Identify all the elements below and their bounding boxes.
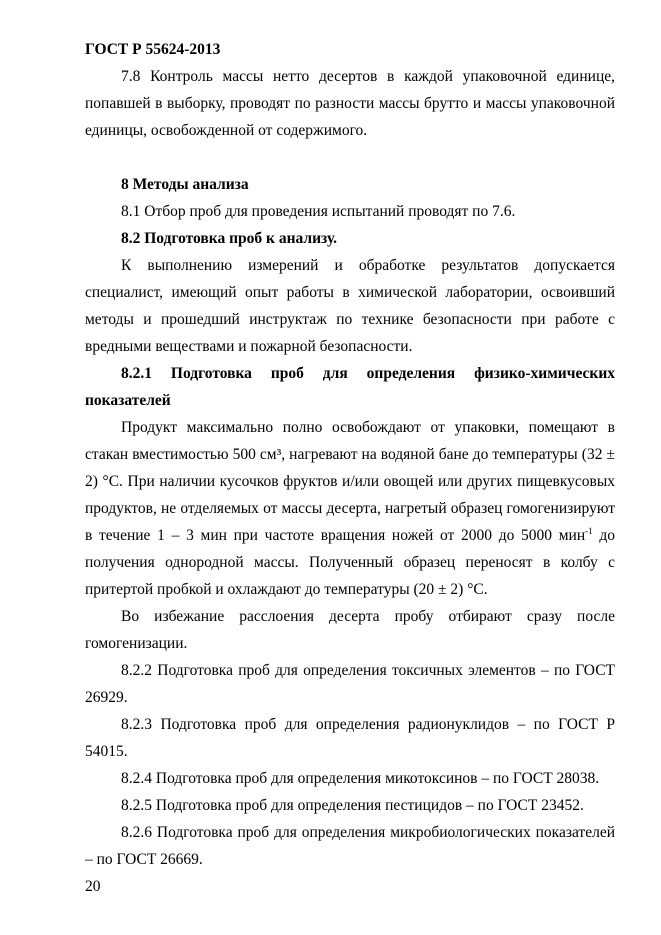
page-number: 20 — [85, 878, 101, 895]
spacer — [85, 144, 615, 171]
paragraph-8-1: 8.1 Отбор проб для проведения испытаний проводят по 7.6. — [121, 203, 516, 220]
paragraph-8-2-2: 8.2.2 Подготовка проб для определения токсичных элементов – по ГОСТ 26929. — [85, 662, 615, 706]
section-heading-8-2-1: 8.2.1 Подготовка проб для определения физико-химических показателей — [85, 365, 615, 409]
paragraph-8-2-4: 8.2.4 Подготовка проб для определения микотоксинов – по ГОСТ 28038. — [121, 770, 600, 787]
paragraph-8-2-1-a-text: Продукт максимально полно освобождают от упаковки, помещают в стакан вместимостью 500 см³, нагревают на водяной бане до температуры (32 ± 2) °С. При наличии кусочков фруктов и/или овощей или других пищевкусовых продуктов, не отделяемых от массы десерта, нагретый образец гомогенизируют в течение 1 – 3 мин при частоте вращения ножей от 2000 до 5000 мин — [85, 419, 615, 544]
document-body — [85, 63, 615, 873]
superscript-minus-one: -1 — [585, 526, 593, 536]
paragraph-8-2-6: 8.2.6 Подготовка проб для определения микробиологических показателей – по ГОСТ 26669. — [85, 824, 615, 868]
section-heading-8: 8 Методы анализа — [121, 176, 249, 193]
paragraph-8-2-1-b: Во избежание расслоения десерта пробу отбирают сразу после гомогенизации. — [85, 608, 615, 652]
document-header: ГОСТ Р 55624-2013 — [85, 41, 221, 58]
paragraph-8-2-1-a — [85, 414, 615, 603]
paragraph-8-2-5: 8.2.5 Подготовка проб для определения пестицидов – по ГОСТ 23452. — [121, 797, 584, 814]
paragraph-8-2: К выполнению измерений и обработке результатов допускается специалист, имеющий опыт работы в химической лаборатории, освоивший методы и прошедший инструктаж по технике безопасности при работе с вредными веществами и пожарной безопасности. — [85, 257, 615, 355]
paragraph-8-2-3: 8.2.3 Подготовка проб для определения радионуклидов – по ГОСТ Р 54015. — [85, 716, 615, 760]
paragraph-7-8: 7.8 Контроль массы нетто десертов в каждой упаковочной единице, попавшей в выборку, проводят по разности массы брутто и массы упаковочной единицы, освобожденной от содержимого. — [85, 68, 615, 139]
paragraph-8-2-1-a-cont: до получения однородной массы. Полученный образец переносят в колбу с притертой пробкой и охлаждают до температуры (20 ± 2) °С. — [85, 527, 616, 598]
section-heading-8-2: 8.2 Подготовка проб к анализу. — [121, 230, 338, 247]
